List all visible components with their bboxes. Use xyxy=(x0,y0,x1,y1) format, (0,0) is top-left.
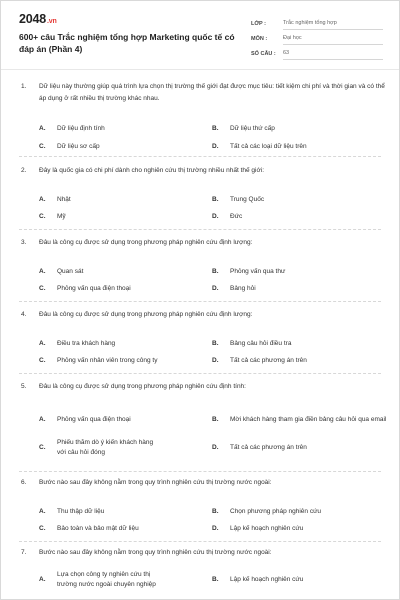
answer-option[interactable] xyxy=(1,283,200,295)
question-text: Đâu là công cụ được sử dụng trong phương pháp nghiên cứu định lượng: xyxy=(39,311,253,318)
meta-row-count xyxy=(251,45,383,60)
option-letter: B. xyxy=(212,507,219,515)
question-prompt xyxy=(1,237,399,249)
answer-option[interactable] xyxy=(200,403,399,437)
question-item xyxy=(1,477,399,537)
meta-label: LỚP : xyxy=(251,21,266,27)
option-text: Dữ liệu thứ cấp xyxy=(230,125,275,132)
option-letter: C. xyxy=(39,524,46,532)
option-letter: D. xyxy=(212,356,219,364)
answer-option[interactable] xyxy=(1,523,200,535)
answer-option[interactable] xyxy=(200,141,399,153)
question-item xyxy=(1,547,399,597)
question-text: Bước nào sau đây không nằm trong quy trình nghiên cứu thị trường nước ngoài: xyxy=(39,479,272,486)
option-letter: D. xyxy=(212,212,219,220)
option-letter: C. xyxy=(39,143,46,150)
option-letter: B. xyxy=(212,575,219,583)
option-text: Quan sát xyxy=(57,267,84,275)
answer-options xyxy=(1,261,399,295)
question-divider xyxy=(19,471,381,472)
option-text: Đức xyxy=(230,212,243,220)
option-text: Tất cả các phương án trên xyxy=(230,356,307,364)
option-letter: A. xyxy=(39,415,46,423)
answer-option[interactable] xyxy=(200,333,399,355)
meta-value: 63 xyxy=(283,50,383,60)
answer-option[interactable] xyxy=(200,355,399,367)
meta-label: SỐ CÂU : xyxy=(251,51,276,57)
option-letter: B. xyxy=(212,415,219,423)
option-text: Phỏng vấn nhân viên trong công ty xyxy=(57,356,158,364)
option-letter: D. xyxy=(212,443,219,451)
header-divider xyxy=(1,69,399,70)
question-item xyxy=(1,381,399,467)
answer-option[interactable] xyxy=(1,333,200,355)
question-prompt xyxy=(1,477,399,489)
question-prompt xyxy=(1,309,399,321)
answer-option[interactable] xyxy=(1,501,200,523)
option-letter: B. xyxy=(212,125,219,132)
option-text: Chọn phương pháp nghiên cứu xyxy=(230,507,322,515)
option-letter: A. xyxy=(39,339,46,347)
answer-option[interactable] xyxy=(1,117,200,141)
option-letter: C. xyxy=(39,356,46,364)
answer-option[interactable] xyxy=(1,437,200,459)
option-text: Dữ liệu sơ cấp xyxy=(57,143,100,150)
option-letter: A. xyxy=(39,267,46,275)
option-text: Mỹ xyxy=(57,212,66,220)
answer-option[interactable] xyxy=(200,437,399,459)
question-list xyxy=(1,81,399,588)
option-text: Lập kế hoạch nghiên cứu xyxy=(230,524,304,532)
meta-value: Trắc nghiệm tổng hợp xyxy=(283,20,383,30)
option-letter: B. xyxy=(212,339,219,347)
answer-options xyxy=(1,501,399,535)
question-prompt xyxy=(1,547,399,559)
option-text: Tất cả các phương án trên xyxy=(230,443,307,451)
option-letter: A. xyxy=(39,575,46,583)
answer-options xyxy=(1,567,399,593)
question-prompt xyxy=(1,165,399,177)
answer-option[interactable] xyxy=(200,283,399,295)
logo-suffix: .vn xyxy=(47,18,57,25)
question-number: 4. xyxy=(21,311,27,318)
question-text: Đâu là công cụ được sử dụng trong phương pháp nghiên cứu định lượng: xyxy=(39,239,253,246)
meta-row-class xyxy=(251,15,383,30)
option-text: Nhật xyxy=(57,195,71,203)
meta-label: MÔN : xyxy=(251,36,268,42)
question-text: Đâu là công cụ được sử dụng trong phương pháp nghiên cứu định tính: xyxy=(39,383,246,390)
question-divider xyxy=(19,373,381,374)
document-title: 600+ câu Trắc nghiệm tổng hợp Marketing quốc tế có đáp án (Phần 4) xyxy=(19,32,235,54)
option-letter: A. xyxy=(39,507,46,515)
answer-options xyxy=(1,333,399,367)
option-letter: C. xyxy=(39,284,46,292)
meta-value: Đại học xyxy=(283,35,383,45)
question-prompt xyxy=(1,81,399,104)
answer-options xyxy=(1,117,399,153)
question-item xyxy=(1,237,399,297)
answer-option[interactable] xyxy=(1,141,200,153)
meta-row-subject xyxy=(251,30,383,45)
answer-option[interactable] xyxy=(200,117,399,141)
option-text: Bảo toàn và bảo mật dữ liệu xyxy=(57,524,139,532)
worksheet-header xyxy=(1,1,399,65)
option-text: Điều tra khách hàng xyxy=(57,339,116,347)
answer-option[interactable] xyxy=(200,567,399,593)
question-item xyxy=(1,165,399,225)
answer-option[interactable] xyxy=(200,261,399,283)
option-text: Tất cả các loại dữ liệu trên xyxy=(230,143,307,150)
question-number: 6. xyxy=(21,479,27,486)
option-text: Mời khách hàng tham gia điền bảng câu hỏi qua email xyxy=(230,415,387,423)
question-number: 5. xyxy=(21,383,27,390)
meta-info xyxy=(251,15,383,60)
answer-option[interactable] xyxy=(200,523,399,535)
option-text: Bảng câu hỏi điều tra xyxy=(230,339,292,347)
option-text: Dữ liệu định tính xyxy=(57,125,105,132)
option-text: Bảng hỏi xyxy=(230,284,256,292)
question-number: 3. xyxy=(21,239,27,246)
question-divider xyxy=(19,301,381,302)
option-text: Phỏng vấn qua điện thoại xyxy=(57,415,131,423)
answer-option[interactable] xyxy=(1,403,200,437)
question-number: 1. xyxy=(21,83,27,90)
question-text: Dữ liệu này thường giúp quá trình lựa chọn thị trường thế giới đạt được mục tiêu: tiết kiệm chi phí và thời gian và có thể áp dụng ở rất nhiều thị trường khác nhau. xyxy=(39,83,385,102)
option-text: Phỏng vấn qua thư xyxy=(230,267,286,275)
option-text: Lựa chọn công ty nghiên cứu thị trường nước ngoài chuyên nghiệp xyxy=(57,570,156,588)
question-divider xyxy=(19,156,381,157)
option-text: Trung Quốc xyxy=(230,195,265,203)
question-divider xyxy=(19,229,381,230)
answer-option[interactable] xyxy=(200,501,399,523)
question-item xyxy=(1,309,399,369)
answer-option[interactable] xyxy=(1,567,200,593)
answer-option[interactable] xyxy=(1,211,200,223)
option-letter: A. xyxy=(39,195,46,203)
option-text: Lập kế hoạch nghiên cứu xyxy=(230,575,304,583)
option-letter: C. xyxy=(39,443,46,451)
option-text: Phiếu thăm dò ý kiến khách hàng với câu hỏi đóng xyxy=(57,438,154,456)
question-prompt xyxy=(1,381,399,393)
answer-options xyxy=(1,189,399,223)
question-item xyxy=(1,81,399,153)
question-divider xyxy=(19,541,381,542)
answer-option[interactable] xyxy=(1,261,200,283)
question-number: 2. xyxy=(21,167,27,174)
option-letter: C. xyxy=(39,212,46,220)
answer-option[interactable] xyxy=(1,355,200,367)
question-number: 7. xyxy=(21,549,27,556)
option-text: Phỏng vấn qua điện thoại xyxy=(57,284,131,292)
option-letter: B. xyxy=(212,195,219,203)
option-letter: A. xyxy=(39,125,46,132)
answer-option[interactable] xyxy=(1,189,200,211)
option-letter: D. xyxy=(212,143,219,150)
logo-text: 2048 xyxy=(19,12,47,26)
question-text: Đây là quốc gia có chi phí dành cho nghiên cứu thị trường nhiều nhất thế giới: xyxy=(39,167,265,174)
site-logo[interactable] xyxy=(19,12,57,26)
option-text: Thu thập dữ liệu xyxy=(57,507,105,515)
option-letter: D. xyxy=(212,284,219,292)
answer-option[interactable] xyxy=(200,211,399,223)
answer-option[interactable] xyxy=(200,189,399,211)
answer-options xyxy=(1,403,399,459)
option-letter: B. xyxy=(212,267,219,275)
question-text: Bước nào sau đây không nằm trong quy trình nghiên cứu thị trường nước ngoài: xyxy=(39,549,272,556)
option-letter: D. xyxy=(212,524,219,532)
